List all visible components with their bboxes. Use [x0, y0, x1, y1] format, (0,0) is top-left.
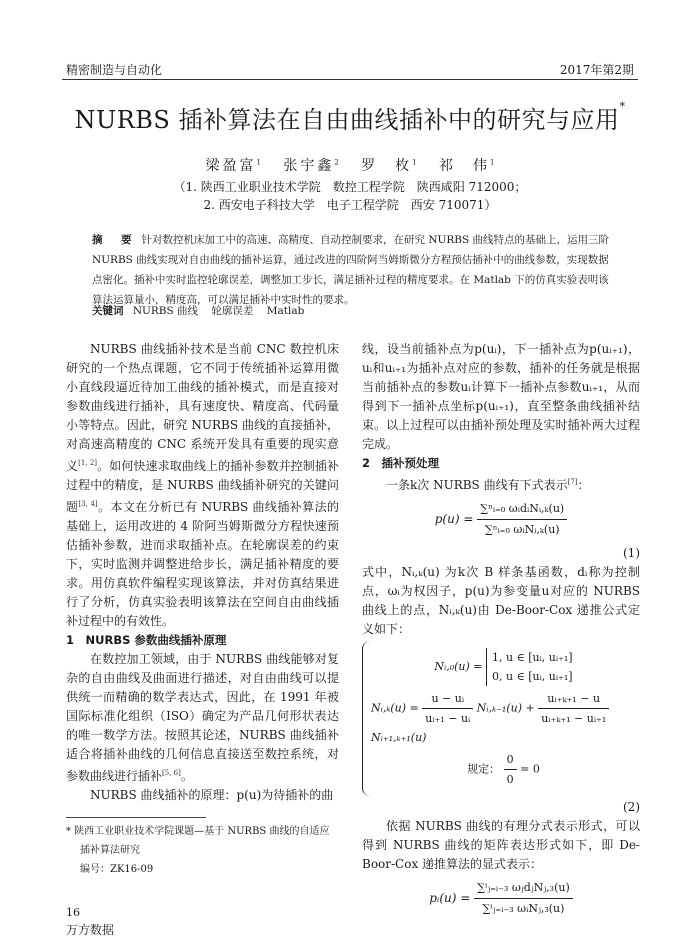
eq-fraction: $\frac{\text{∑ⁱⱼ₌ᵢ₋₃ ωⱼdⱼNⱼ,₃(u)}}{\text{∑ⁱⱼ₌ᵢ₋₃ ωᵢNⱼ,₃(u)}}$ — [474, 878, 573, 919]
affiliation-line: 2. 西安电子科技大学 电子工程学院 西安 710071） — [203, 198, 497, 212]
keyword: NURBS 曲线 — [132, 305, 199, 317]
body-paragraph: 式中，Nᵢ,ₖ(u) 为k次 B 样条基函数，dᵢ称为控制点，ωᵢ为权因子，p(u)为参变量u对应的 NURBS 曲线上的点，Nᵢ,ₖ(u)由 De-Boor-Cox 递推公式定义如下： — [362, 565, 640, 636]
body-paragraph: 在数控加工领域，由于 NURBS 曲线能够对复杂的自由曲线及曲面进行描述，对自由曲线可以提供统一而精确的数学表达式，因此，在 1991 年被国际标准化组织（ISO）确定为产品几何形状表达的唯一数学方法。按照其论述，NURBS 曲线插补适合将插补曲线的几何信息直接送至数控系统，对参数曲线进行插补[5, 6]。 — [66, 652, 339, 783]
equation-number: (2) — [623, 800, 640, 814]
equation-3: pᵢ(u) = $\frac{\text{∑ⁱⱼ₌ᵢ₋₃ ωⱼdⱼNⱼ,₃(u)}}{\text{∑ⁱⱼ₌ᵢ₋₃ ωᵢNⱼ,₃(u)}}$ — [362, 878, 640, 919]
equation-1 — [362, 499, 640, 540]
author-list — [62, 155, 638, 175]
author-aff: 1 — [412, 158, 417, 167]
eq2-row: 规定： $\frac{0}{0}$ = 0 — [371, 750, 636, 789]
eq-fraction — [477, 499, 567, 540]
keyword: 轮廓误差 — [211, 305, 254, 317]
footnote-line: 编号：ZK16-09 — [80, 864, 154, 875]
eq-fraction: $\frac{\text{u − uᵢ}}{\text{uᵢ₊₁ − uᵢ}}$ — [422, 689, 473, 728]
body-paragraph: 一条k次 NURBS 曲线有下式表示[7]： — [386, 478, 590, 492]
citation: [1, 2] — [78, 459, 98, 467]
citation: [3, 4] — [78, 500, 98, 508]
eq-fraction: $\frac{0}{0}$ — [504, 750, 517, 789]
eq-fraction: $\frac{\text{uᵢ₊ₖ₊₁ − u}}{\text{uᵢ₊ₖ₊₁ − uᵢ₊₁}}$ — [538, 689, 609, 728]
eq-denominator: ∑ⁿᵢ₌₀ ωᵢNᵢ,ₖ(u) — [484, 523, 560, 536]
equation-2 — [362, 641, 640, 796]
author: 祁 伟 — [439, 158, 490, 174]
author-aff: 2 — [334, 158, 339, 167]
left-column — [66, 340, 339, 805]
title-footnote-mark: * — [619, 100, 626, 113]
issue-label: 2017年第2期 — [559, 63, 634, 77]
eq-numerator: ∑ⁿᵢ₌₀ ωᵢdᵢNᵢ,ₖ(u) — [477, 499, 567, 520]
footnote-line: * 陕西工业职业技术学院课题—基于 NURBS 曲线的自适应 — [66, 826, 330, 837]
keyword: Matlab — [266, 305, 305, 317]
eq2-row: Nᵢ,₀(u) = 1, u ∈ [uᵢ, uᵢ₊₁] 0, u ∈ [uᵢ, uᵢ₊₁] — [371, 648, 636, 686]
page-number: 16 — [66, 906, 80, 919]
author-aff: 1 — [490, 158, 495, 167]
watermark-text: 万方数据 — [66, 923, 115, 937]
eq2-row: Nᵢ,ₖ(u) = $\frac{\text{u − uᵢ}}{\text{uᵢ₊₁ − uᵢ}}$ Nᵢ,ₖ₋₁(u) + $\frac{\text{uᵢ₊ₖ₊₁ − u}}{\text{uᵢ₊ₖ₊₁ − uᵢ₊₁}}$ Nᵢ₊₁,ₖ₊₁(u) — [371, 689, 636, 747]
author: 梁盈富 — [205, 158, 257, 174]
footnote-line: 插补算法研究 — [80, 845, 140, 856]
author: 罗 枚 — [361, 158, 413, 174]
paper-title-text: NURBS 插补算法在自由曲线插补中的研究与应用 — [74, 106, 620, 134]
body-paragraph: 依据 NURBS 曲线的有理分式表示形式，可以得到 NURBS 曲线的矩阵表达形式如下，即 De-Boor-Cox 递推算法的显式表示： — [362, 819, 640, 871]
eq-lhs: p(u) = — [434, 512, 474, 526]
eq-cases: 1, u ∈ [uᵢ, uᵢ₊₁] 0, u ∈ [uᵢ, uᵢ₊₁] — [486, 648, 573, 686]
header-rule — [62, 79, 638, 80]
author: 张宇鑫 — [283, 158, 335, 174]
intro-paragraph: NURBS 曲线插补技术是当前 CNC 数控机床研究的一个热点课题，它不同于传统插补运算用微小直线段逼近待加工曲线的插补模式，而是直接对参数曲线进行插补，具有速度快、精度高、代码量小等特点。因此，研究 NURBS 曲线的直接插补，对高速高精度的 CNC 系统开发具有重要的现实意义[1, 2]。如何快速求取曲线上的插补参数并控制插补过程中的精度，是 NURBS 曲线插补研究的关键问题[3, 4]。本文在分析已有 NURBS 曲线插补算法的基础上，运用改进的 4 阶阿当姆斯微分方程快速预估插补参数，进而求取插补点。在轮廓误差的约束下，实时监测并调整进给步长，满足插补精度的要求。用仿真软件编程实现该算法，并对仿真结果进行了分析，仿真实验表明该算法在空间自由曲线插补过程中的有效性。 — [66, 342, 339, 628]
abstract — [92, 230, 612, 310]
body-paragraph: 线，设当前插补点为p(uᵢ)，下一插补点为p(uᵢ₊₁)，uᵢ和uᵢ₊₁为插补点对应的参数，插补的任务就是根据当前插补点的参数uᵢ计算下一插补点参数uᵢ₊₁，从而得到下一插补点坐标p(uᵢ₊₁)，直至整条曲线插补结束。以上过程可以由插补预处理及实时插补两大过程完成。 — [362, 342, 640, 451]
keywords-label: 关键词 — [92, 305, 124, 317]
citation: [7] — [567, 478, 578, 486]
abstract-label: 摘 要 — [92, 234, 136, 246]
body-paragraph: NURBS 曲线插补的原理：p(u)为待插补的曲 — [90, 788, 334, 802]
affiliation-line: （1. 陕西工业职业技术学院 数控工程学院 陕西咸阳 712000； — [173, 180, 527, 194]
paper-title — [62, 100, 638, 135]
abstract-text: 针对数控机床加工中的高速、高精度、自动控制要求，在研究 NURBS 曲线特点的基础上，运用三阶 NURBS 曲线实现对自由曲线的插补运算，通过改进的四阶阿当姆斯微分方程预估插补中的曲线参数，实现数据点密化。插补中实时监控轮廓误差，调整加工步长，满足插补过程的精度要求。在 Matlab 下的仿真实验表明该算法运算量小，精度高，可以满足插补中实时性的要求。 — [92, 234, 610, 306]
author-aff: 1 — [256, 158, 261, 167]
footnote — [66, 822, 346, 879]
right-column — [362, 340, 640, 923]
citation: [5, 6] — [162, 769, 181, 777]
keywords — [92, 303, 612, 318]
section-heading: 2 插补预处理 — [362, 456, 440, 470]
equation-number: (1) — [623, 546, 640, 560]
footnote-rule — [66, 817, 206, 818]
journal-name: 精密制造与自动化 — [66, 63, 163, 77]
section-heading: 1 NURBS 参数曲线插补原理 — [66, 633, 227, 647]
